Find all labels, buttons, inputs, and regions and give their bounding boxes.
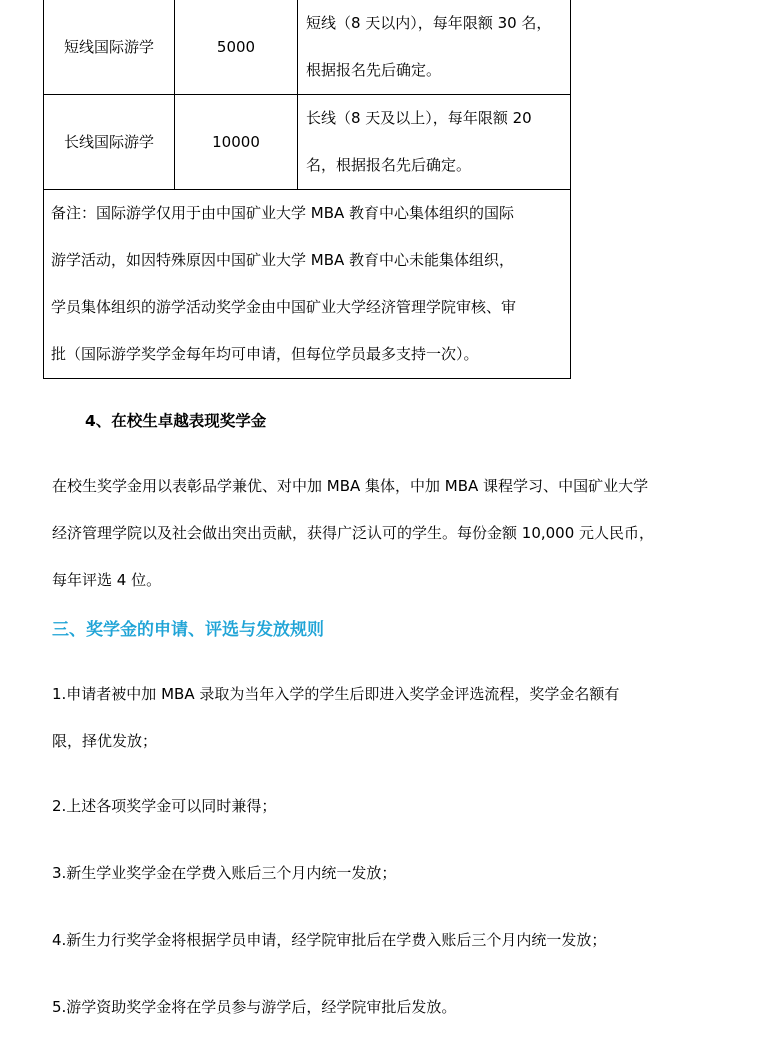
paragraph-line: 每年评选 4 位。 (52, 571, 162, 589)
paragraph-line: 1.申请者被中加 MBA 录取为当年入学的学生后即进入奖学金评选流程，奖学金名额有 (52, 685, 620, 703)
desc-line: 根据报名先后确定。 (306, 61, 442, 79)
table-row (44, 0, 571, 95)
paragraph-line: 限，择优发放； (52, 732, 158, 750)
table-note (44, 190, 571, 379)
table-cell-desc (298, 95, 571, 190)
table-cell-amount: 10000 (175, 95, 298, 190)
note-line: 学员集体组织的游学活动奖学金由中国矿业大学经济管理学院审核、审 (51, 298, 517, 316)
scholarship-table (43, 0, 571, 379)
rule-5 (52, 984, 752, 1031)
rule-1 (52, 671, 752, 765)
rule-3 (52, 850, 752, 897)
desc-line: 短线（8 天以内），每年限额 30 名， (306, 14, 552, 32)
table-cell-name: 长线国际游学 (44, 95, 175, 190)
paragraph-line: 3.新生学业奖学金在学费入账后三个月内统一发放； (52, 864, 397, 882)
note-line: 备注：国际游学仅用于由中国矿业大学 MBA 教育中心集体组织的国际 (51, 204, 515, 222)
desc-line: 长线（8 天及以上），每年限额 20 (306, 109, 532, 127)
paragraph-line: 在校生奖学金用以表彰品学兼优、对中加 MBA 集体，中加 MBA 课程学习、中国矿业大学 (52, 477, 649, 495)
paragraph-line: 2.上述各项奖学金可以同时兼得； (52, 797, 277, 815)
table-cell-amount: 5000 (175, 0, 298, 95)
paragraph-line: 5.游学资助奖学金将在学员参与游学后，经学院审批后发放。 (52, 998, 457, 1016)
subsection-paragraph (52, 463, 752, 604)
section-heading: 三、奖学金的申请、评选与发放规则 (52, 620, 324, 640)
table-note-row (44, 190, 571, 379)
note-line: 游学活动，如因特殊原因中国矿业大学 MBA 教育中心未能集体组织， (51, 251, 515, 269)
paragraph-line: 4.新生力行奖学金将根据学员申请，经学院审批后在学费入账后三个月内统一发放； (52, 931, 607, 949)
table-cell-name: 短线国际游学 (44, 0, 175, 95)
rule-2 (52, 783, 752, 830)
desc-line: 名，根据报名先后确定。 (306, 156, 472, 174)
paragraph-line: 经济管理学院以及社会做出突出贡献，获得广泛认可的学生。每份金额 10,000 元人民币， (52, 524, 655, 542)
note-line: 批（国际游学奖学金每年均可申请，但每位学员最多支持一次）。 (51, 345, 479, 363)
table-row (44, 95, 571, 190)
rule-4 (52, 917, 752, 964)
table-cell-desc (298, 0, 571, 95)
subsection-heading: 4、在校生卓越表现奖学金 (85, 412, 267, 430)
